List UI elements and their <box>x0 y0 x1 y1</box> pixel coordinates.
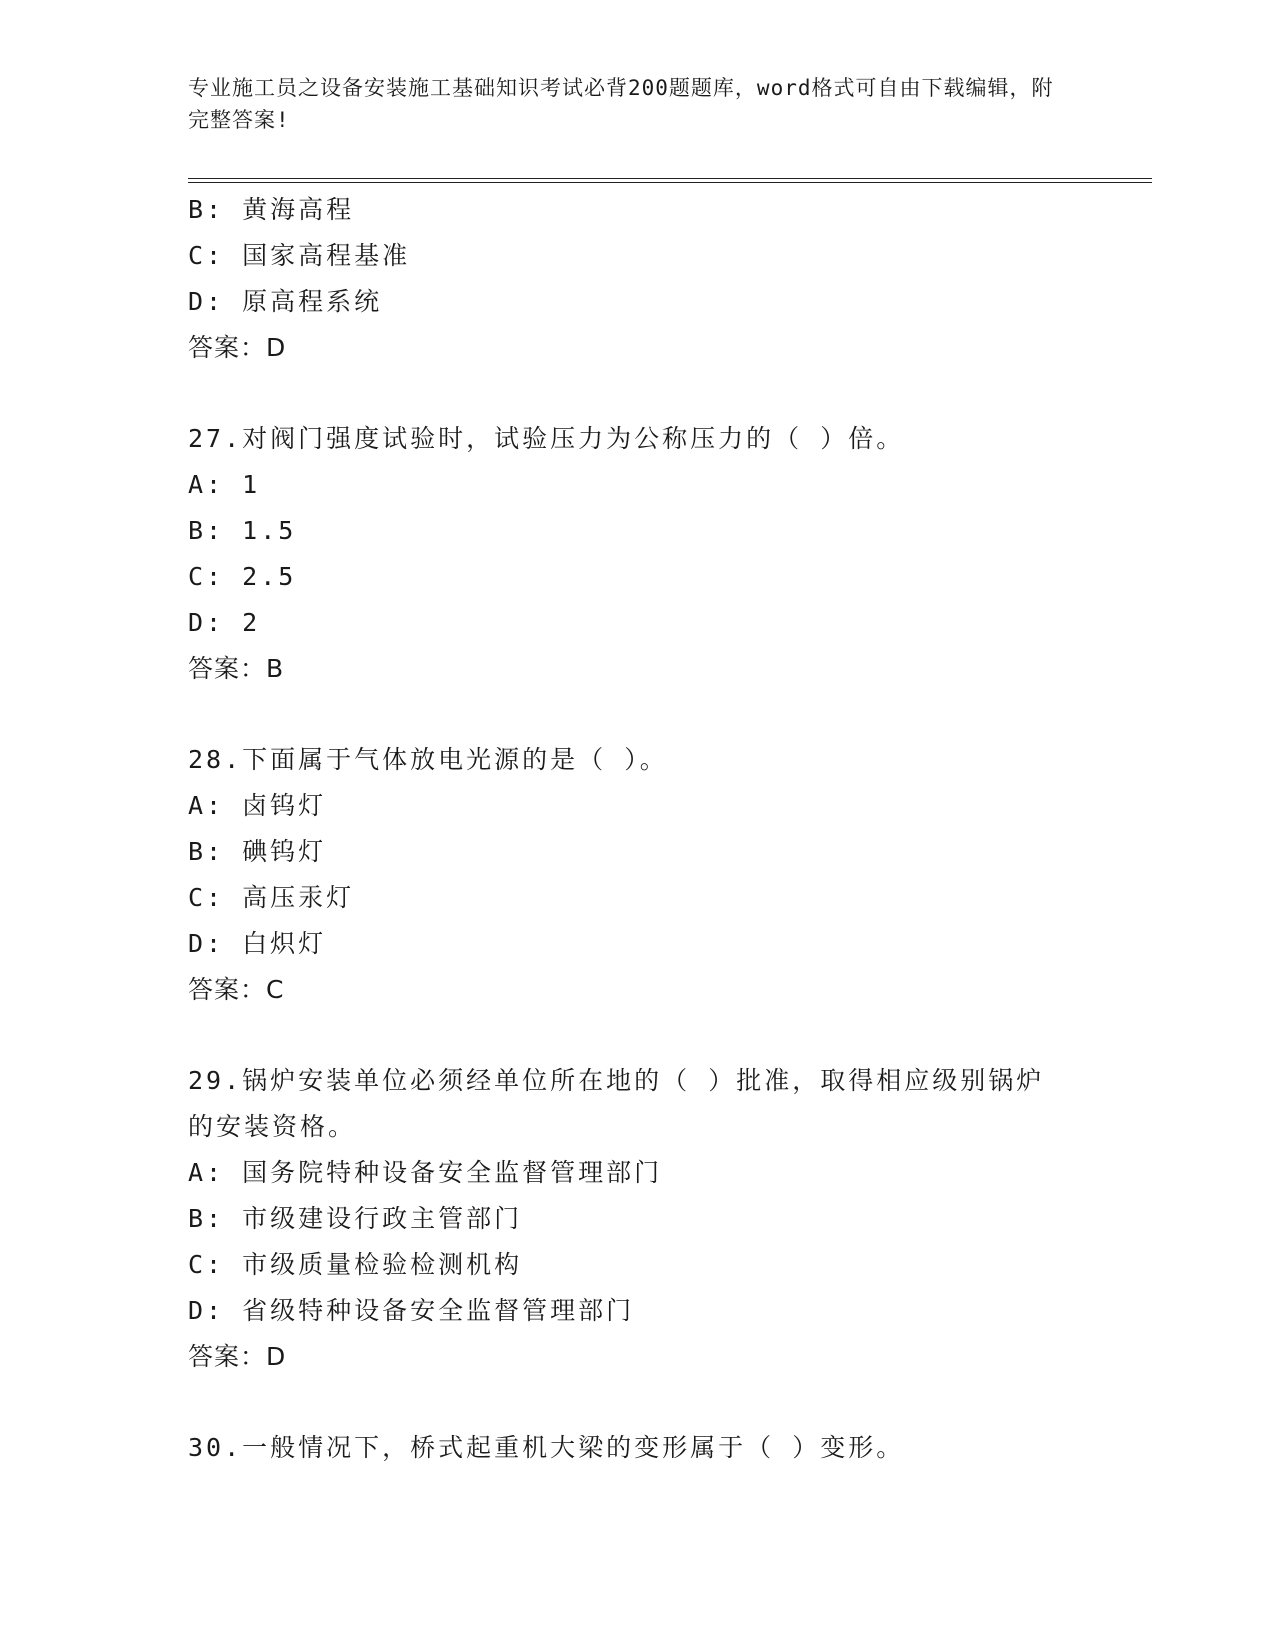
option-d: D: 原高程系统 <box>188 287 383 316</box>
question-block-29 <box>188 1058 1088 1380</box>
prev-question-block <box>188 187 1088 371</box>
option-d: D: 白炽灯 <box>188 929 327 958</box>
question-block-28 <box>188 737 1088 1013</box>
header-divider <box>188 178 1152 183</box>
option-d: D: 省级特种设备安全监督管理部门 <box>188 1296 635 1325</box>
option-c: C: 高压汞灯 <box>188 883 355 912</box>
question-block-27 <box>188 416 1088 692</box>
option-a: A: 1 <box>188 470 261 499</box>
question-text: 28.下面属于气体放电光源的是（ ）。 <box>188 745 668 774</box>
option-a: A: 卤钨灯 <box>188 791 327 820</box>
spacer <box>188 371 1088 416</box>
question-text: 27.对阀门强度试验时，试验压力为公称压力的（ ）倍。 <box>188 424 905 453</box>
answer-line: 答案：C <box>188 975 285 1004</box>
spacer <box>188 692 1088 737</box>
option-b: B: 市级建设行政主管部门 <box>188 1204 523 1233</box>
option-b: B: 碘钨灯 <box>188 837 327 866</box>
answer-line: 答案：D <box>188 333 287 362</box>
spacer <box>188 1013 1088 1058</box>
spacer <box>188 1380 1088 1425</box>
question-text: 29.锅炉安装单位必须经单位所在地的（ ）批准，取得相应级别锅炉的安装资格。 <box>188 1066 1045 1141</box>
answer-line: 答案：B <box>188 654 285 683</box>
option-a: A: 国务院特种设备安全监督管理部门 <box>188 1158 663 1187</box>
option-d: D: 2 <box>188 608 261 637</box>
option-c: C: 市级质量检验检测机构 <box>188 1250 523 1279</box>
question-text: 30.一般情况下，桥式起重机大梁的变形属于（ ）变形。 <box>188 1433 905 1462</box>
document-body <box>188 187 1088 1471</box>
question-block-30 <box>188 1425 1088 1471</box>
option-c: C: 2.5 <box>188 562 297 591</box>
option-b: B: 1.5 <box>188 516 297 545</box>
option-b: B: 黄海高程 <box>188 195 355 224</box>
answer-line: 答案：D <box>188 1342 287 1371</box>
option-c: C: 国家高程基准 <box>188 241 411 270</box>
document-header: 专业施工员之设备安装施工基础知识考试必背200题题库，word格式可自由下载编辑，附完整答案! <box>188 76 1054 132</box>
